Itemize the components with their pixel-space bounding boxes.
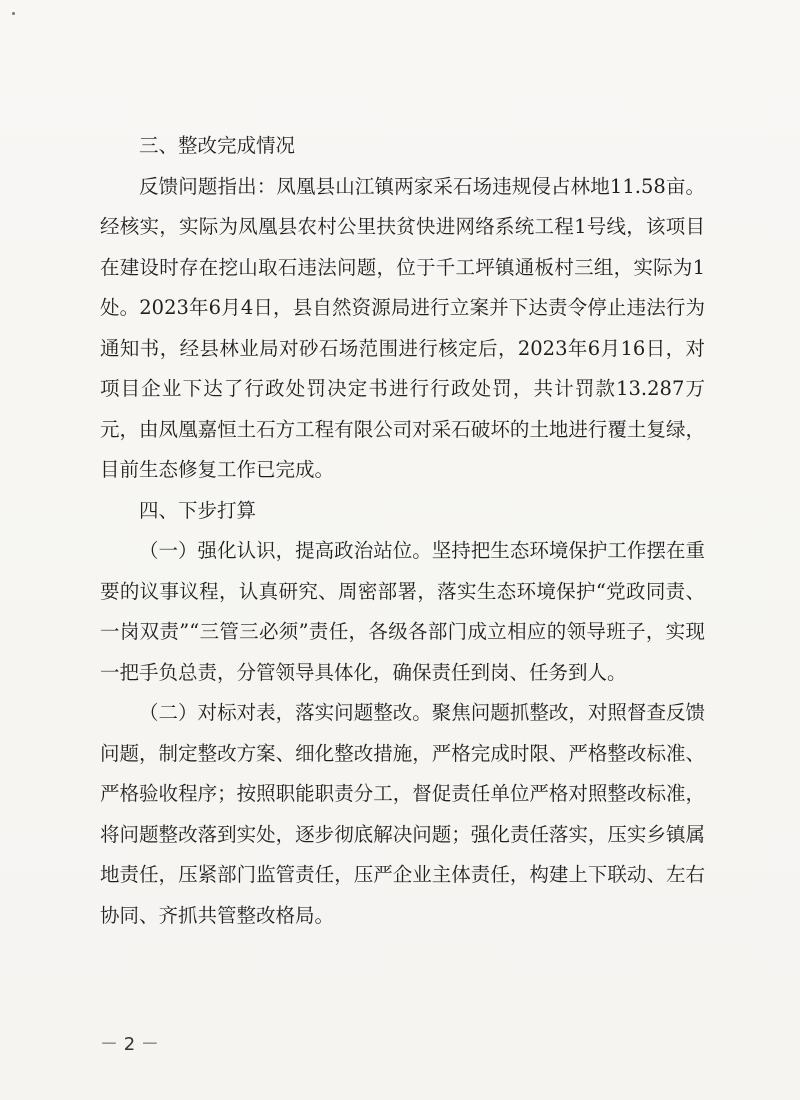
bleed-through-shadow	[560, 70, 780, 130]
paragraph-rectification-status: 反馈问题指出：凤凰县山江镇两家采石场违规侵占林地11.58亩。经核实，实际为凤凰县农村公里扶贫快进网络系统工程1号线，该项目在建设时存在挖山取石违法问题，位于千工坪镇通板村三组，实际为1处。2023年6月4日，县自然资源局进行立案并下达责令停止违法行为通知书，经县林业局对砂石场范围进行核定后，2023年6月16日，对项目企业下达了行政处罚决定书进行行政处罚，共计罚款13.287万元，由凤凰嘉恒土石方工程有限公司对采石破坏的土地进行覆土复绿，目前生态修复工作已完成。	[100, 174, 705, 481]
document-body	[100, 126, 705, 936]
section-heading-4: 四、下步打算	[139, 498, 257, 522]
scan-speck	[12, 12, 15, 15]
paragraph-plan-1: （一）强化认识，提高政治站位。坚持把生态环境保护工作摆在重要的议事议程，认真研究、周密部署，落实生态环境保护“党政同责、一岗双责”“三管三必须”责任，各级各部门成立相应的领导班子，实现一把手负总责，分管领导具体化，确保责任到岗、任务到人。	[100, 539, 705, 684]
paragraph-plan-2: （二）对标对表，落实问题整改。聚焦问题抓整改，对照督查反馈问题，制定整改方案、细化整改措施，严格完成时限、严格整改标准、严格验收程序；按照职能职责分工，督促责任单位严格对照整改标准，将问题整改落到实处，逐步彻底解决问题；强化责任落实，压实乡镇属地责任，压紧部门监管责任，压严企业主体责任，构建上下联动、左右协同、齐抓共管整改格局。	[100, 701, 705, 927]
section-heading-3: 三、整改完成情况	[139, 134, 296, 157]
page-number: － 2 －	[100, 1034, 159, 1055]
